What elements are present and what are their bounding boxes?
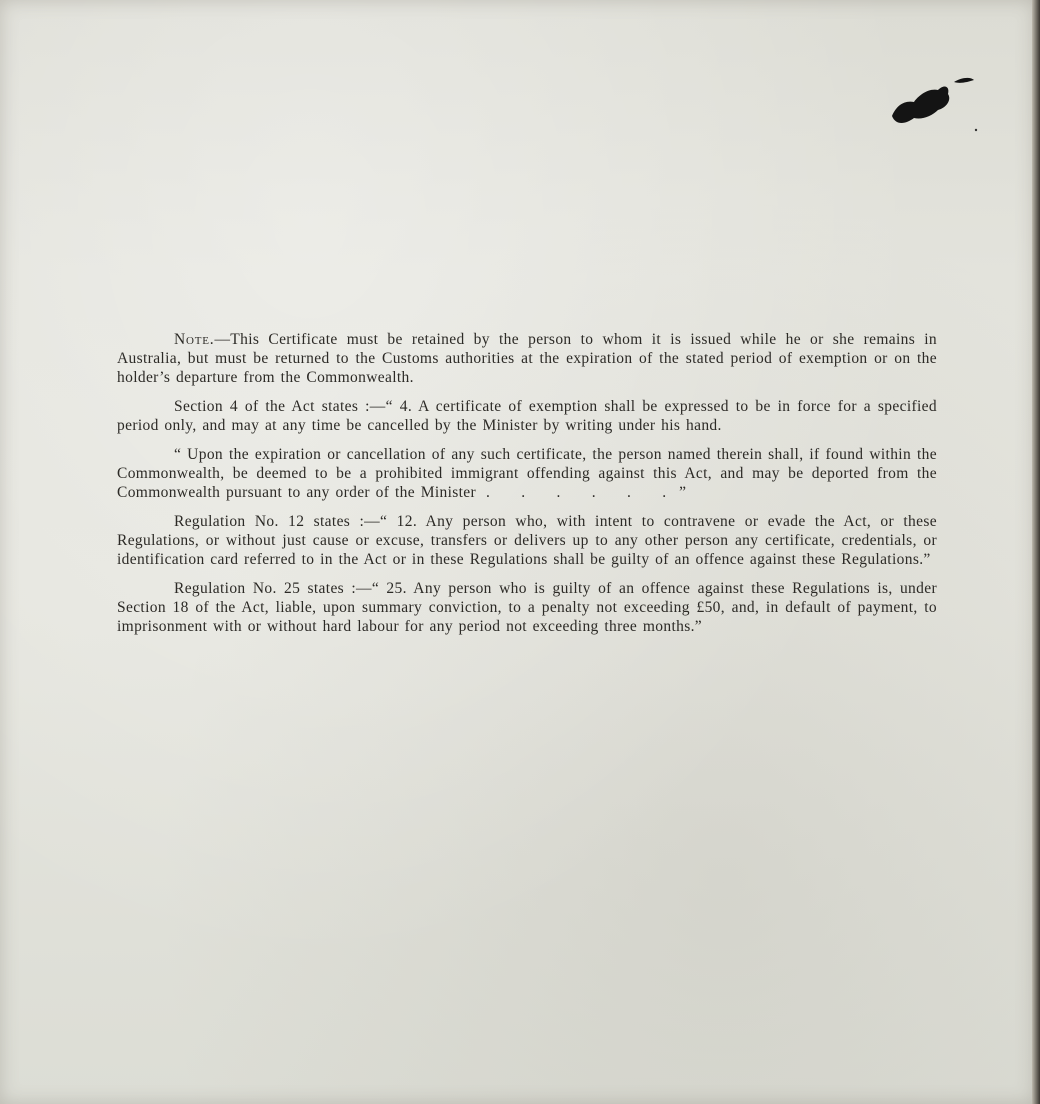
certificate-notes (117, 330, 937, 646)
ink-blot-mark (888, 76, 978, 132)
upon-expiration-paragraph (117, 445, 937, 502)
note-paragraph (117, 330, 937, 387)
regulation-25-paragraph: Regulation No. 25 states :—“ 25. Any person who is guilty of an offence against these Regulations is, under Section 18 of the Act, liable, upon summary conviction, to a penalty not exceeding £50, and, in default of payment, to imprisonment with or without hard labour for any period not exceeding three months.” (117, 580, 937, 635)
minister-dots: . . . . . .” (486, 484, 700, 501)
section-4-paragraph: Section 4 of the Act states :—“ 4. A certificate of exemption shall be expressed to be in force for a specified period only, and may at any time be cancelled by the Minister by writing under his hand. (117, 398, 937, 434)
note-text: —This Certificate must be retained by the person to whom it is issued while he or she remains in Australia, but must be returned to the Customs authorities at the expiration of the stated period of exemption or on the holder’s departure from the Commonwealth. (117, 331, 937, 386)
regulation-12-paragraph: Regulation No. 12 states :—“ 12. Any person who, with intent to contravene or evade the Act, or these Regulations, or without just cause or excuse, transfers or delivers up to any other person any certificate, credentials, or identification card referred to in the Act or in these Regulations shall be guilty of an offence against these Regulations.” (117, 513, 937, 568)
upon-expiration-text: “ Upon the expiration or cancellation of any such certificate, the person named therein shall, if found within the Commonwealth, be deemed to be a prohibited immigrant offending against this Act, and may be deported from the Commonwealth pursuant to any order of the Minister (117, 446, 937, 501)
note-lead: Note. (174, 331, 215, 348)
page-edge-shadow (1032, 0, 1040, 1104)
